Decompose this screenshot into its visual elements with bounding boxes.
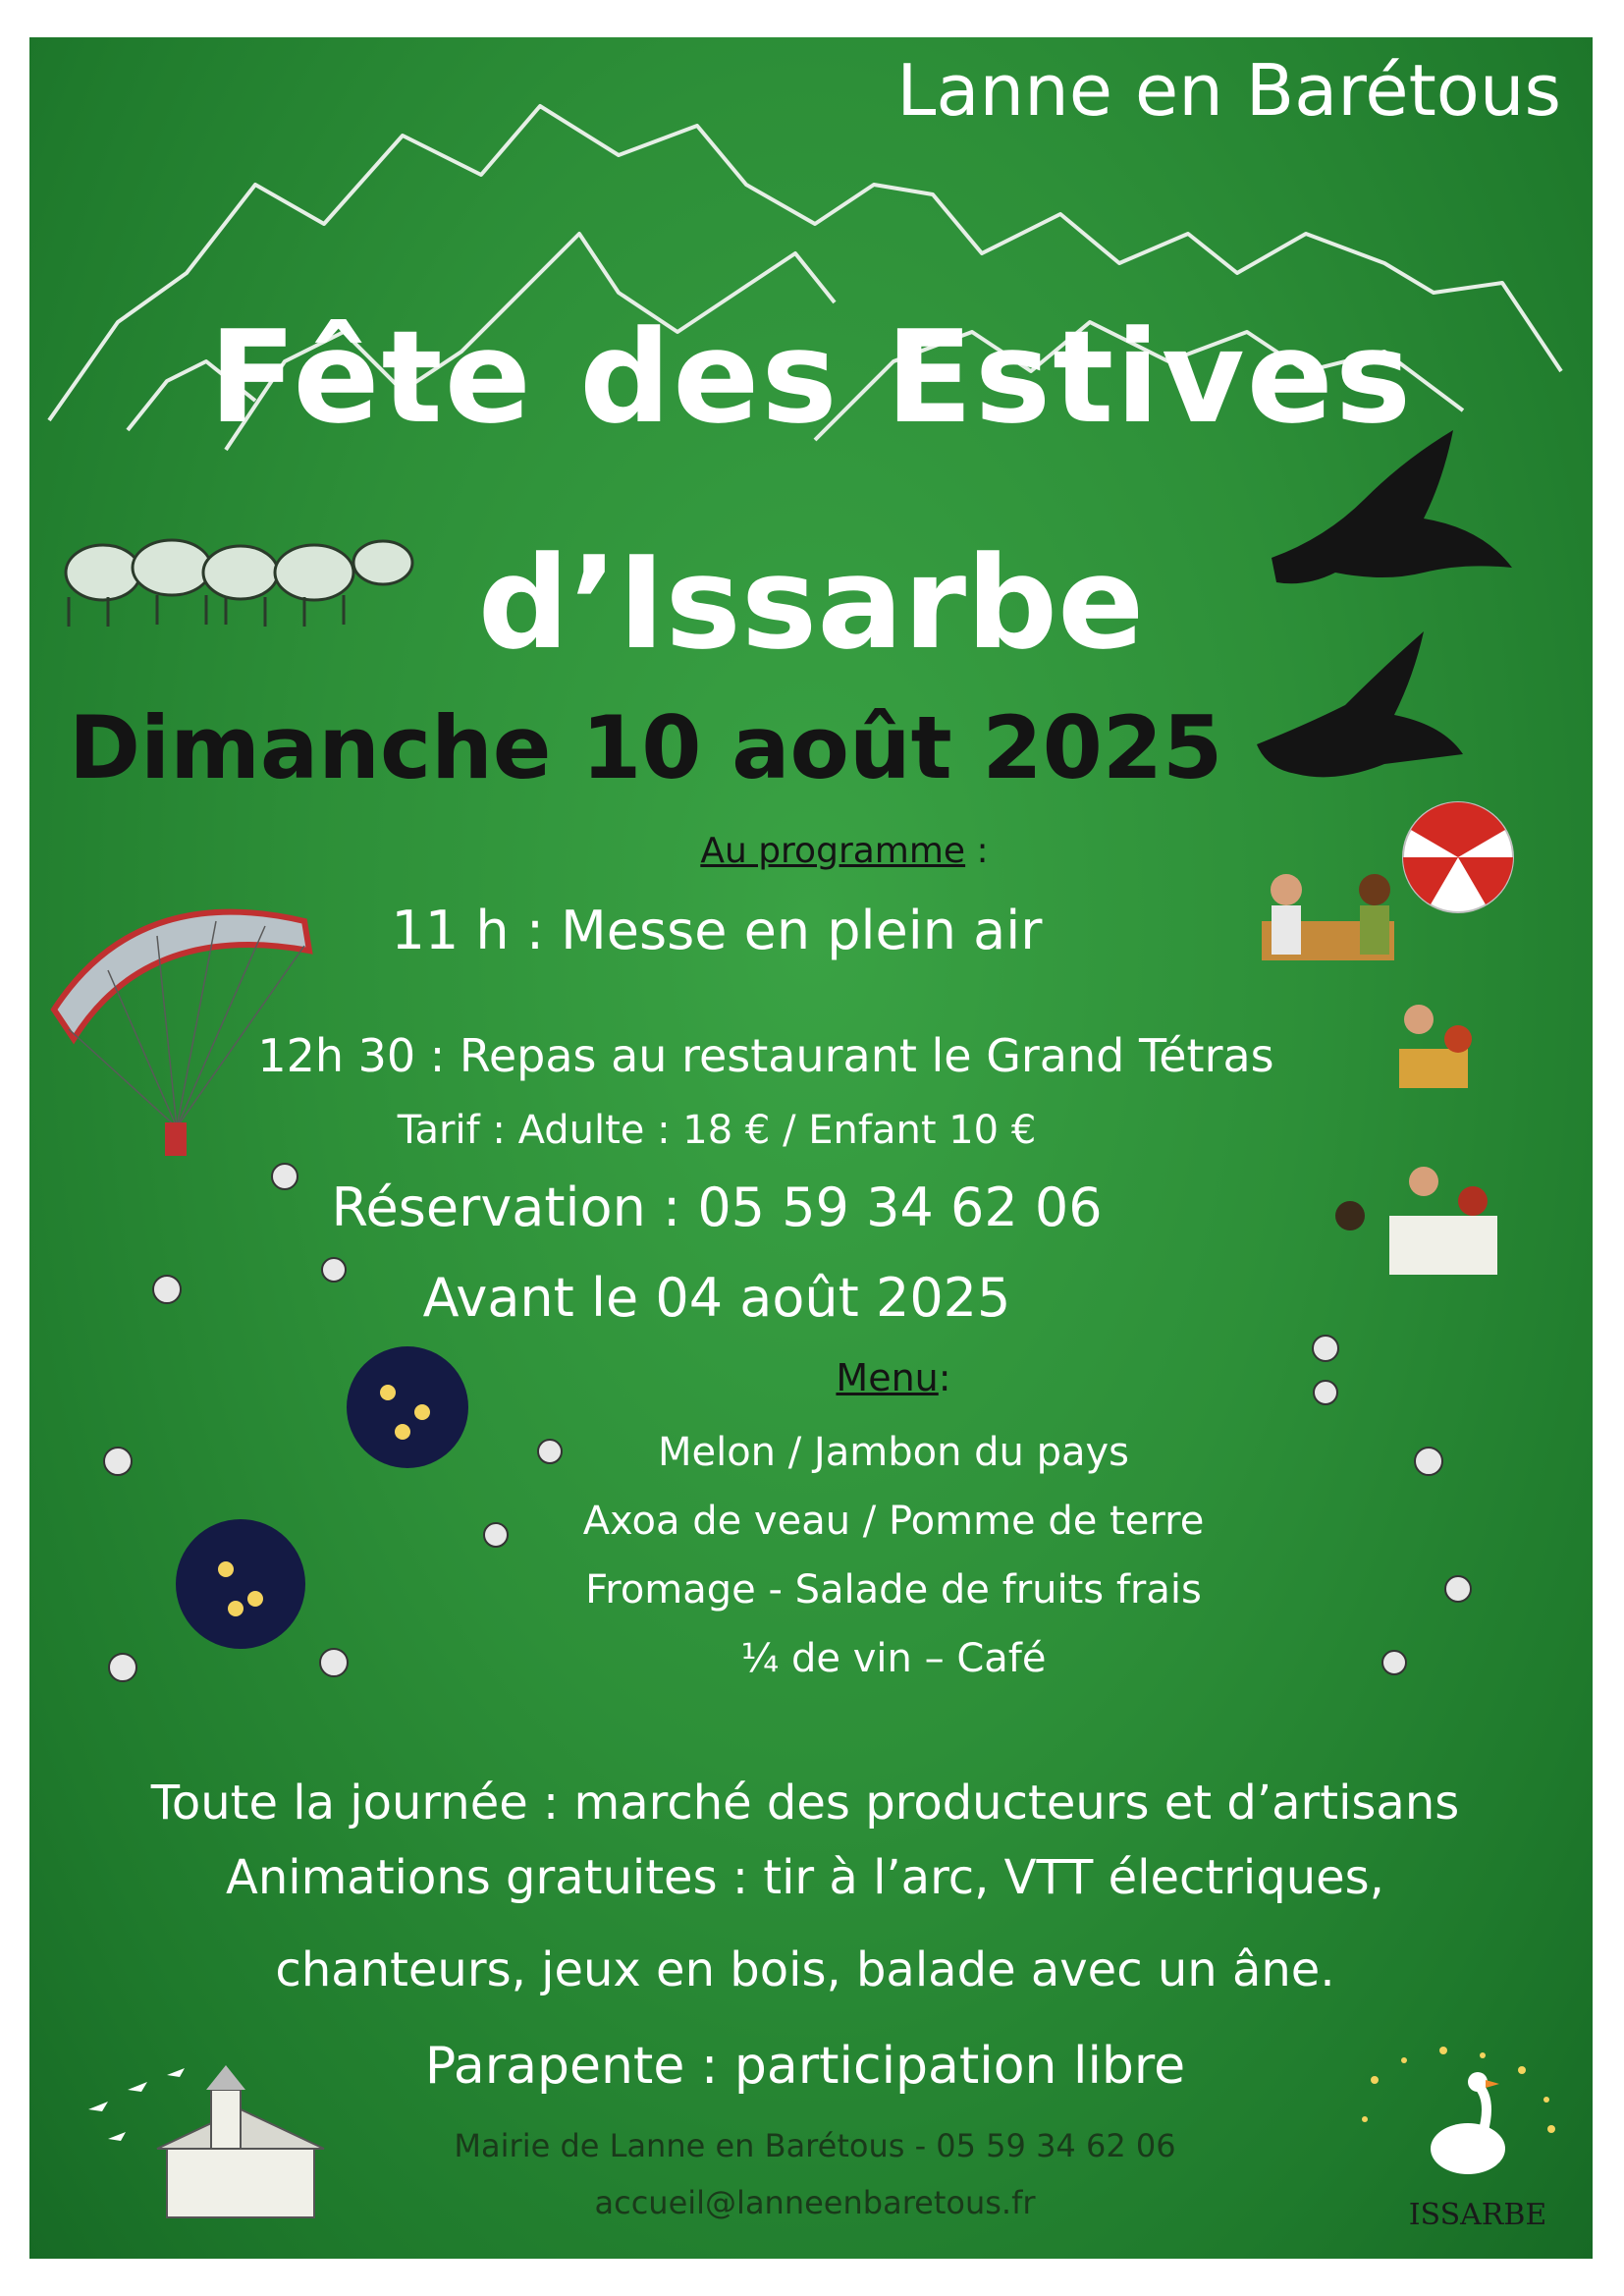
menu-heading [599, 1356, 1188, 1399]
event-date: Dimanche 10 août 2025 [69, 697, 1223, 798]
program-heading-suffix: : [965, 831, 989, 871]
program-reservation: Réservation : 05 59 34 62 06 [331, 1176, 1103, 1238]
activity-line: Parapente : participation libre [424, 2037, 1186, 2096]
menu-item: ¼ de vin – Café [740, 1636, 1047, 1681]
program-deadline: Avant le 04 août 2025 [422, 1267, 1011, 1329]
town-name: Lanne en Barétous [896, 49, 1561, 132]
activity-line: Toute la journée : marché des producteurs et d’artisans [150, 1776, 1460, 1831]
activity-line: Animations gratuites : tir à l’arc, VTT électriques, [226, 1850, 1384, 1905]
activity-line: chanteurs, jeux en bois, balade avec un âne. [275, 1942, 1335, 1997]
menu-item: Melon / Jambon du pays [657, 1430, 1130, 1475]
event-title-line1: Fête des Estives [208, 302, 1414, 452]
event-title-line2: d’Issarbe [477, 528, 1145, 678]
contact-mairie: Mairie de Lanne en Barétous - 05 59 34 62 06 [454, 2127, 1176, 2164]
contact-email[interactable]: accueil@lanneenbaretous.fr [594, 2184, 1036, 2221]
menu-heading-label: Menu [836, 1356, 939, 1399]
menu-item: Fromage - Salade de fruits frais [585, 1567, 1202, 1613]
menu-heading-suffix: : [938, 1356, 951, 1399]
parasol-illustration [1403, 802, 1513, 912]
program-mass: 11 h : Messe en plein air [391, 900, 1043, 961]
program-meal: 12h 30 : Repas au restaurant le Grand Tétras [257, 1029, 1274, 1082]
program-heading [403, 831, 1286, 871]
logo-text: ISSARBE [1408, 2198, 1547, 2232]
event-poster [29, 37, 1593, 2259]
program-heading-label: Au programme [700, 831, 966, 871]
program-price: Tarif : Adulte : 18 € / Enfant 10 € [397, 1108, 1037, 1153]
menu-item: Axoa de veau / Pomme de terre [582, 1499, 1205, 1544]
